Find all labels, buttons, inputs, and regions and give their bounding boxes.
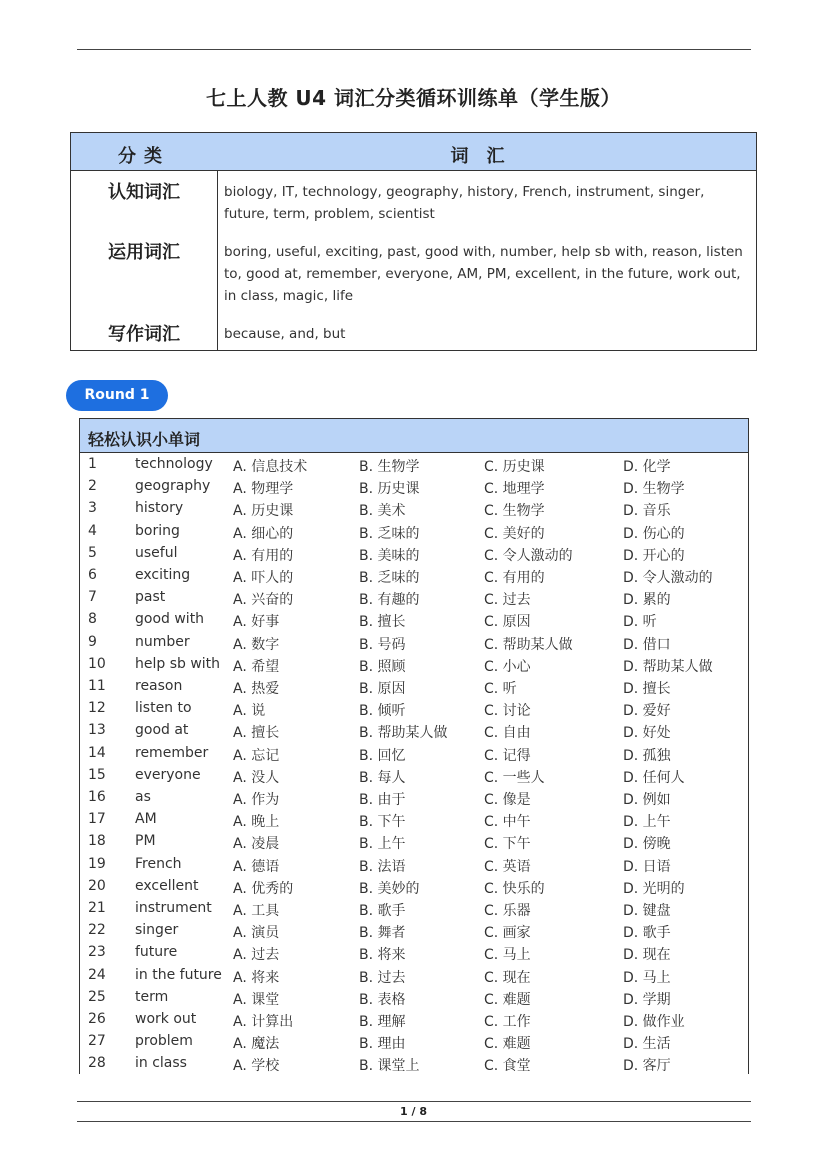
question-number: 17: [88, 811, 106, 828]
question-word: in class: [135, 1055, 187, 1072]
option-c: C. 小心: [484, 658, 531, 675]
option-d: D. 生物学: [623, 481, 685, 498]
option-b: B. 倾听: [359, 703, 406, 720]
option-b: B. 每人: [359, 769, 406, 786]
option-d: D. 键盘: [623, 903, 671, 919]
question-number: 16: [88, 789, 106, 805]
question-number: 12: [88, 700, 106, 717]
question-word: excellent: [135, 877, 199, 894]
question-word: reason: [135, 678, 183, 694]
question-word: future: [135, 944, 178, 961]
category-cognitive: 认知词汇: [108, 182, 180, 203]
header-category: 分类: [118, 146, 170, 167]
option-c: C. 快乐的: [484, 880, 545, 897]
option-b: B. 擅长: [359, 614, 406, 631]
option-c: C. 像是: [484, 792, 531, 808]
option-d: D. 光明的: [623, 880, 685, 897]
column-divider: [217, 171, 218, 350]
table-row: [80, 589, 748, 611]
option-a: A. 信息技术: [233, 459, 308, 475]
question-word: number: [135, 633, 190, 650]
question-word: remember: [135, 744, 209, 761]
question-word: help sb with: [135, 655, 221, 672]
option-d: D. 伤心的: [623, 525, 685, 542]
table-row: [80, 500, 748, 522]
option-a: A. 将来: [233, 969, 280, 986]
option-a: A. 课堂: [233, 991, 280, 1008]
document-title: 七上人教 U4 词汇分类循环训练单（学生版）: [205, 86, 622, 110]
question-word: AM: [135, 811, 157, 828]
question-word: PM: [135, 833, 156, 850]
question-word: past: [135, 589, 166, 606]
words-application: boring, useful, exciting, past, good with, number, help sb with, reason, listen to, good at, remember, everyone, AM, PM, excellent, in the future, work out, in class, magic, life: [224, 244, 743, 304]
option-b: B. 法语: [359, 858, 406, 875]
table-row: [80, 922, 748, 944]
option-b: B. 有趣的: [359, 592, 420, 609]
option-d: D. 爱好: [623, 703, 671, 720]
question-number: 28: [88, 1055, 106, 1072]
option-d: D. 累的: [623, 592, 671, 609]
table-row: [80, 900, 748, 922]
table-row: [80, 545, 748, 567]
option-b: B. 理解: [359, 1014, 406, 1030]
question-number: 20: [88, 877, 106, 894]
option-a: A. 兴奋的: [233, 592, 294, 609]
quiz-header: [80, 419, 748, 453]
option-a: A. 擅长: [233, 725, 280, 742]
option-a: A. 有用的: [233, 547, 294, 564]
question-number: 21: [88, 900, 106, 916]
question-number: 24: [88, 966, 106, 983]
option-a: A. 魔法: [233, 1036, 280, 1053]
question-word: term: [135, 988, 169, 1005]
table-row: [80, 878, 748, 900]
option-c: C. 一些人: [484, 769, 545, 786]
option-a: A. 希望: [233, 658, 280, 675]
option-d: D. 客厅: [623, 1058, 671, 1075]
question-word: exciting: [135, 567, 191, 583]
option-d: D. 生活: [623, 1036, 671, 1053]
option-b: B. 下午: [359, 814, 406, 831]
option-a: A. 工具: [233, 903, 280, 919]
option-a: A. 优秀的: [233, 880, 294, 897]
option-c: C. 生物学: [484, 503, 545, 520]
option-b: B. 课堂上: [359, 1058, 420, 1075]
table-row: [80, 567, 748, 589]
question-number: 23: [88, 944, 106, 961]
option-c: C. 原因: [484, 614, 531, 631]
option-c: C. 讨论: [484, 703, 531, 720]
option-a: A. 晚上: [233, 814, 280, 831]
header-words: 词汇: [450, 146, 523, 167]
option-b: B. 美妙的: [359, 880, 420, 897]
option-a: A. 计算出: [233, 1014, 294, 1030]
vocabulary-category-table: [70, 132, 757, 351]
option-a: A. 作为: [233, 792, 280, 808]
option-c: C. 记得: [484, 747, 531, 764]
option-c: C. 美好的: [484, 525, 545, 542]
option-a: A. 德语: [233, 858, 280, 875]
table-row: [80, 944, 748, 966]
words-cognitive: biology, IT, technology, geography, history, French, instrument, singer, future, term, problem, scientist: [224, 184, 705, 222]
option-a: A. 数字: [233, 636, 280, 653]
option-c: C. 马上: [484, 947, 531, 964]
table-row: [80, 478, 748, 500]
option-c: C. 难题: [484, 1036, 531, 1053]
question-word: everyone: [135, 766, 201, 783]
option-d: D. 学期: [623, 991, 671, 1008]
question-number: 14: [88, 744, 106, 761]
table-row: [80, 811, 748, 833]
option-a: A. 历史课: [233, 503, 294, 520]
option-d: D. 听: [623, 614, 657, 631]
table-row: [80, 989, 748, 1011]
option-a: A. 忘记: [233, 747, 280, 764]
option-c: C. 帮助某人做: [484, 636, 573, 653]
question-number: 8: [88, 611, 97, 628]
option-c: C. 有用的: [484, 570, 545, 586]
option-d: D. 令人激动的: [623, 570, 713, 586]
option-a: A. 好事: [233, 614, 280, 631]
option-c: C. 现在: [484, 969, 531, 986]
option-a: A. 吓人的: [233, 570, 294, 586]
question-number: 19: [88, 855, 106, 872]
option-d: D. 好处: [623, 725, 671, 742]
option-b: B. 原因: [359, 681, 406, 697]
table-row: [80, 1033, 748, 1055]
question-word: listen to: [135, 700, 192, 717]
question-word: problem: [135, 1033, 193, 1050]
table-row: [80, 523, 748, 545]
table-row: [80, 1055, 748, 1077]
option-c: C. 令人激动的: [484, 547, 573, 564]
question-number: 27: [88, 1033, 106, 1050]
question-word: good at: [135, 722, 189, 739]
question-number: 9: [88, 633, 97, 650]
option-b: B. 乏味的: [359, 525, 420, 542]
table-row: [80, 678, 748, 700]
option-d: D. 马上: [623, 969, 671, 986]
option-b: B. 表格: [359, 991, 406, 1008]
option-c: C. 下午: [484, 836, 531, 853]
footer-rule-bottom: [77, 1121, 751, 1122]
footer-rule-top: [77, 1101, 751, 1102]
option-a: A. 演员: [233, 925, 280, 942]
question-word: work out: [135, 1011, 197, 1027]
round-badge: Round 1: [66, 380, 168, 411]
option-c: C. 自由: [484, 725, 531, 742]
question-number: 13: [88, 722, 106, 739]
option-c: C. 工作: [484, 1014, 531, 1030]
option-b: B. 回忆: [359, 747, 406, 764]
question-number: 15: [88, 766, 106, 783]
option-c: C. 地理学: [484, 481, 545, 498]
vocab-table-header: [71, 133, 756, 171]
option-b: B. 历史课: [359, 481, 420, 498]
question-number: 3: [88, 500, 97, 517]
table-row: [80, 456, 748, 478]
option-b: B. 理由: [359, 1036, 406, 1053]
option-d: D. 帮助某人做: [623, 658, 713, 675]
option-a: A. 没人: [233, 769, 280, 786]
option-a: A. 学校: [233, 1058, 280, 1075]
header-rule: [77, 49, 751, 50]
table-row: [80, 745, 748, 767]
option-a: A. 物理学: [233, 481, 294, 498]
option-a: A. 细心的: [233, 525, 294, 542]
option-a: A. 凌晨: [233, 836, 280, 853]
option-b: B. 由于: [359, 792, 406, 808]
option-d: D. 借口: [623, 636, 671, 653]
table-row: [80, 722, 748, 744]
question-number: 26: [88, 1011, 106, 1027]
table-row: [80, 767, 748, 789]
quiz-panel: [79, 418, 749, 1074]
question-number: 5: [88, 544, 97, 561]
question-word: geography: [135, 478, 211, 495]
option-c: C. 难题: [484, 991, 531, 1008]
option-b: B. 舞者: [359, 925, 406, 942]
question-number: 2: [88, 478, 97, 495]
category-writing: 写作词汇: [108, 324, 180, 345]
option-b: B. 帮助某人做: [359, 725, 448, 742]
option-a: A. 说: [233, 703, 266, 720]
option-c: C. 中午: [484, 814, 531, 831]
option-d: D. 例如: [623, 792, 671, 808]
option-b: B. 美术: [359, 503, 406, 520]
option-d: D. 傍晚: [623, 836, 671, 853]
option-b: B. 将来: [359, 947, 406, 964]
question-word: singer: [135, 922, 179, 939]
option-d: D. 歌手: [623, 925, 671, 942]
option-d: D. 擅长: [623, 681, 671, 697]
table-row: [80, 634, 748, 656]
option-d: D. 上午: [623, 814, 671, 831]
question-word: in the future: [135, 966, 222, 983]
question-number: 7: [88, 589, 97, 606]
table-row: [80, 856, 748, 878]
question-number: 22: [88, 922, 106, 939]
table-row: [80, 1011, 748, 1033]
option-c: C. 食堂: [484, 1058, 531, 1075]
option-c: C. 乐器: [484, 903, 531, 919]
option-c: C. 过去: [484, 592, 531, 609]
option-c: C. 历史课: [484, 459, 545, 475]
option-b: B. 上午: [359, 836, 406, 853]
question-number: 1: [88, 456, 97, 472]
question-number: 11: [88, 678, 106, 694]
question-number: 25: [88, 988, 106, 1005]
option-b: B. 乏味的: [359, 570, 420, 586]
table-row: [80, 833, 748, 855]
words-writing: because, and, but: [224, 326, 346, 342]
option-b: B. 号码: [359, 636, 406, 653]
question-number: 4: [88, 522, 97, 539]
page-number: 1 / 8: [400, 1105, 427, 1118]
question-word: French: [135, 855, 182, 872]
option-c: C. 听: [484, 681, 517, 697]
question-number: 6: [88, 567, 97, 583]
quiz-title: 轻松认识小单词: [88, 430, 201, 449]
category-application: 运用词汇: [108, 242, 180, 263]
table-row: [80, 656, 748, 678]
question-word: as: [135, 789, 151, 805]
option-d: D. 音乐: [623, 503, 671, 520]
table-row: [80, 789, 748, 811]
question-word: history: [135, 500, 184, 517]
option-b: B. 歌手: [359, 903, 406, 919]
option-d: D. 任何人: [623, 769, 685, 786]
option-b: B. 过去: [359, 969, 406, 986]
question-number: 10: [88, 655, 106, 672]
table-row: [80, 967, 748, 989]
option-c: C. 英语: [484, 858, 531, 875]
option-a: A. 过去: [233, 947, 280, 964]
option-b: B. 美味的: [359, 547, 420, 564]
question-word: useful: [135, 544, 178, 561]
question-word: instrument: [135, 900, 212, 916]
question-word: boring: [135, 522, 180, 539]
option-b: B. 照顾: [359, 658, 406, 675]
option-c: C. 画家: [484, 925, 531, 942]
question-word: good with: [135, 611, 205, 628]
table-row: [80, 700, 748, 722]
question-number: 18: [88, 833, 106, 850]
option-d: D. 孤独: [623, 747, 671, 764]
option-d: D. 开心的: [623, 547, 685, 564]
option-d: D. 现在: [623, 947, 671, 964]
option-a: A. 热爱: [233, 681, 280, 697]
table-row: [80, 611, 748, 633]
option-b: B. 生物学: [359, 459, 420, 475]
option-d: D. 化学: [623, 459, 671, 475]
option-d: D. 做作业: [623, 1014, 685, 1030]
option-d: D. 日语: [623, 858, 671, 875]
question-word: technology: [135, 456, 213, 472]
